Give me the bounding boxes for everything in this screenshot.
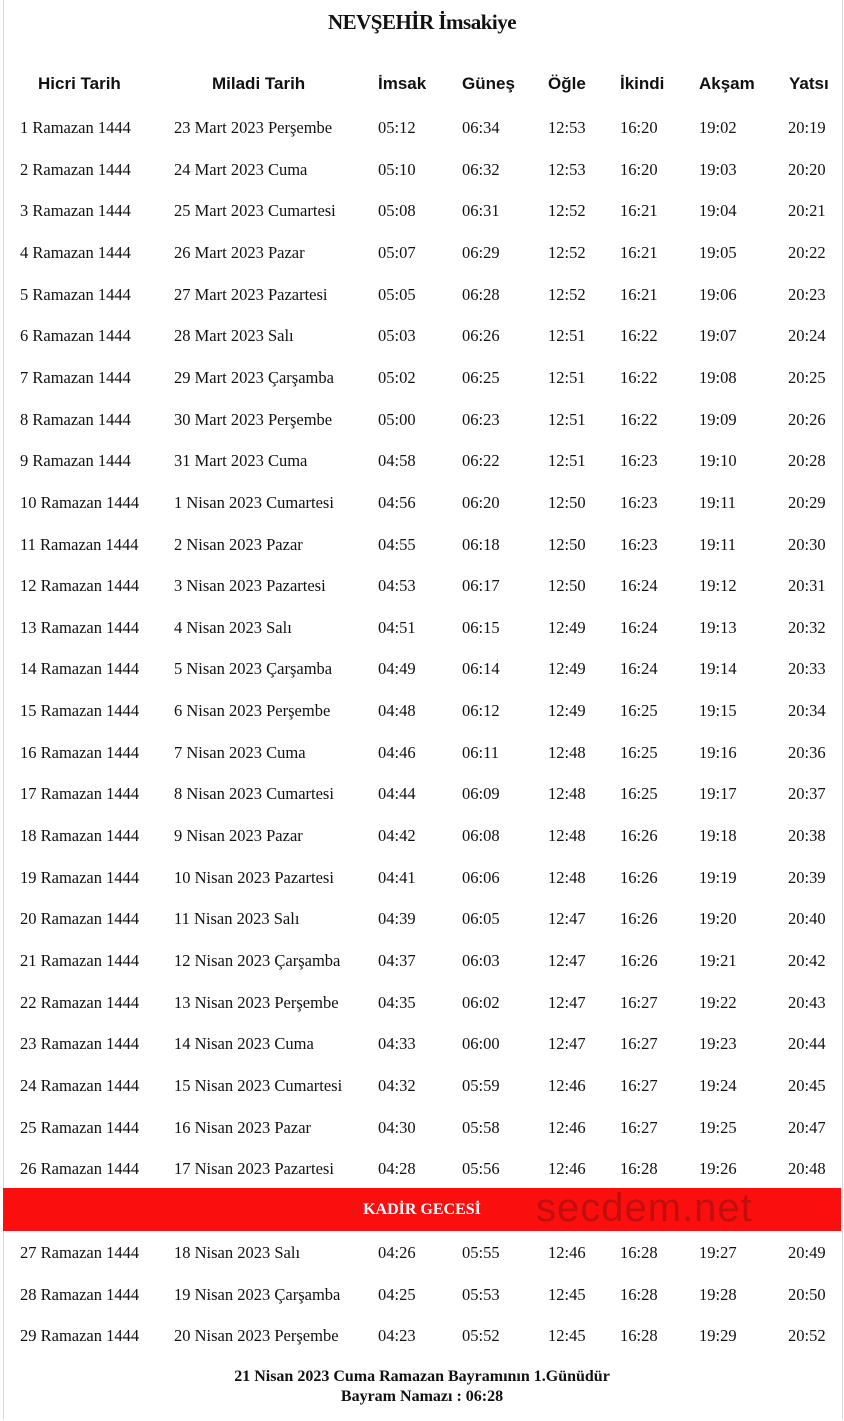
cell-ogle: 12:46	[548, 1075, 586, 1095]
cell-gunes: 06:17	[462, 576, 500, 596]
cell-imsak: 05:08	[378, 201, 416, 221]
cell-miladi: 8 Nisan 2023 Cumartesi	[174, 784, 334, 804]
cell-ogle: 12:53	[548, 118, 586, 137]
cell-ogle: 12:47	[548, 1034, 586, 1054]
cell-ogle: 12:47	[548, 951, 586, 970]
cell-ogle: 12:47	[548, 992, 586, 1012]
cell-ogle: 12:46	[548, 1243, 586, 1262]
cell-gunes: 06:18	[462, 534, 500, 554]
cell-yatsi: 20:25	[788, 367, 826, 387]
cell-miladi: 24 Mart 2023 Cuma	[174, 159, 308, 179]
cell-imsak: 04:35	[378, 992, 416, 1012]
cell-hicri: 6 Ramazan 1444	[20, 326, 131, 346]
cell-aksam: 19:04	[699, 201, 737, 221]
cell-gunes: 06:14	[462, 659, 500, 679]
cell-aksam: 19:19	[699, 867, 737, 887]
table-row	[0, 315, 844, 357]
cell-hicri: 29 Ramazan 1444	[20, 1326, 140, 1346]
cell-miladi: 16 Nisan 2023 Pazar	[174, 1117, 312, 1137]
cell-hicri: 1 Ramazan 1444	[20, 118, 131, 137]
cell-hicri: 25 Ramazan 1444	[20, 1117, 140, 1137]
cell-hicri: 28 Ramazan 1444	[20, 1284, 140, 1304]
cell-imsak: 04:39	[378, 909, 416, 929]
table-row	[0, 1023, 844, 1065]
cell-hicri: 17 Ramazan 1444	[20, 784, 140, 804]
cell-miladi: 17 Nisan 2023 Pazartesi	[174, 1159, 334, 1179]
cell-ogle: 12:51	[548, 326, 586, 346]
cell-gunes: 05:55	[462, 1243, 500, 1262]
cell-gunes: 06:28	[462, 284, 500, 304]
cell-imsak: 05:05	[378, 284, 416, 304]
cell-gunes: 06:34	[462, 118, 500, 137]
cell-aksam: 19:29	[699, 1326, 737, 1346]
cell-gunes: 06:32	[462, 159, 500, 179]
cell-yatsi: 20:31	[788, 576, 826, 596]
cell-miladi: 10 Nisan 2023 Pazartesi	[174, 867, 334, 887]
cell-hicri: 2 Ramazan 1444	[20, 159, 131, 179]
cell-gunes: 06:15	[462, 617, 500, 637]
cell-imsak: 05:07	[378, 242, 416, 262]
table-row	[0, 607, 844, 649]
table-row	[0, 149, 844, 191]
table-row	[0, 1274, 844, 1316]
cell-miladi: 6 Nisan 2023 Perşembe	[174, 701, 331, 721]
cell-hicri: 14 Ramazan 1444	[20, 659, 140, 679]
cell-ikindi: 16:24	[620, 576, 658, 596]
cell-ikindi: 16:20	[620, 159, 658, 179]
cell-imsak: 05:00	[378, 409, 416, 429]
cell-miladi: 5 Nisan 2023 Çarşamba	[174, 659, 333, 679]
header-yatsi: Yatsı	[789, 74, 829, 93]
cell-miladi: 13 Nisan 2023 Perşembe	[174, 992, 339, 1012]
cell-aksam: 19:03	[699, 159, 737, 179]
cell-miladi: 11 Nisan 2023 Salı	[174, 909, 300, 929]
cell-ikindi: 16:28	[620, 1284, 658, 1304]
cell-yatsi: 20:20	[788, 159, 826, 179]
cell-gunes: 06:11	[462, 742, 499, 762]
cell-yatsi: 20:52	[788, 1326, 826, 1346]
cell-hicri: 18 Ramazan 1444	[20, 826, 140, 846]
cell-ikindi: 16:21	[620, 284, 658, 304]
table-row	[0, 690, 844, 732]
cell-hicri: 19 Ramazan 1444	[20, 867, 140, 887]
cell-aksam: 19:24	[699, 1075, 737, 1095]
cell-aksam: 19:14	[699, 659, 737, 679]
cell-aksam: 19:23	[699, 1034, 737, 1054]
cell-imsak: 04:49	[378, 659, 416, 679]
cell-hicri: 8 Ramazan 1444	[20, 409, 131, 429]
cell-aksam: 19:15	[699, 701, 737, 721]
cell-ogle: 12:50	[548, 492, 586, 512]
cell-miladi: 12 Nisan 2023 Çarşamba	[174, 951, 341, 970]
cell-imsak: 04:25	[378, 1284, 416, 1304]
cell-miladi: 29 Mart 2023 Çarşamba	[174, 367, 334, 387]
cell-imsak: 04:44	[378, 784, 416, 804]
header-hicri-tarih: Hicri Tarih	[38, 74, 121, 93]
cell-ogle: 12:51	[548, 451, 586, 471]
cell-gunes: 05:52	[462, 1326, 500, 1346]
table-row	[0, 1315, 844, 1357]
cell-miladi: 28 Mart 2023 Salı	[174, 326, 294, 346]
table-row	[0, 815, 844, 857]
table-row	[0, 1107, 844, 1149]
cell-hicri: 26 Ramazan 1444	[20, 1159, 140, 1179]
table-row	[0, 357, 844, 399]
cell-yatsi: 20:45	[788, 1075, 826, 1095]
cell-yatsi: 20:24	[788, 326, 826, 346]
cell-ogle: 12:50	[548, 534, 586, 554]
cell-aksam: 19:25	[699, 1117, 737, 1137]
cell-hicri: 4 Ramazan 1444	[20, 242, 131, 262]
watermark: secdem.net	[536, 1186, 753, 1230]
cell-gunes: 06:02	[462, 992, 500, 1012]
cell-yatsi: 20:33	[788, 659, 826, 679]
cell-hicri: 16 Ramazan 1444	[20, 742, 140, 762]
cell-ogle: 12:52	[548, 242, 586, 262]
cell-gunes: 06:06	[462, 867, 500, 887]
table-row	[0, 940, 844, 982]
cell-imsak: 04:46	[378, 742, 416, 762]
cell-imsak: 04:32	[378, 1075, 416, 1095]
cell-hicri: 11 Ramazan 1444	[20, 534, 139, 554]
cell-ogle: 12:49	[548, 659, 586, 679]
cell-imsak: 04:26	[378, 1243, 416, 1262]
cell-aksam: 19:06	[699, 284, 737, 304]
cell-imsak: 04:23	[378, 1326, 416, 1346]
cell-ogle: 12:49	[548, 701, 586, 721]
cell-miladi: 7 Nisan 2023 Cuma	[174, 742, 306, 762]
cell-hicri: 24 Ramazan 1444	[20, 1075, 140, 1095]
cell-gunes: 06:12	[462, 701, 500, 721]
cell-gunes: 05:56	[462, 1159, 500, 1179]
cell-aksam: 19:18	[699, 826, 737, 846]
table-row	[0, 524, 844, 566]
cell-aksam: 19:08	[699, 367, 737, 387]
cell-hicri: 15 Ramazan 1444	[20, 701, 140, 721]
cell-imsak: 05:03	[378, 326, 416, 346]
cell-imsak: 04:56	[378, 492, 416, 512]
cell-ikindi: 16:25	[620, 742, 658, 762]
cell-miladi: 25 Mart 2023 Cumartesi	[174, 201, 336, 221]
cell-ikindi: 16:24	[620, 659, 658, 679]
cell-aksam: 19:10	[699, 451, 737, 471]
cell-ikindi: 16:27	[620, 1034, 658, 1054]
cell-aksam: 19:11	[699, 492, 736, 512]
cell-hicri: 27 Ramazan 1444	[20, 1243, 140, 1262]
cell-ogle: 12:48	[548, 826, 586, 846]
footer-bayram-note: 21 Nisan 2023 Cuma Ramazan Bayramının 1.Günüdür	[234, 1368, 610, 1385]
cell-yatsi: 20:29	[788, 492, 826, 512]
table-row	[0, 898, 844, 940]
cell-hicri: 5 Ramazan 1444	[20, 284, 131, 304]
cell-imsak: 04:48	[378, 701, 416, 721]
cell-aksam: 19:11	[699, 534, 736, 554]
cell-gunes: 06:03	[462, 951, 500, 970]
cell-ogle: 12:47	[548, 909, 586, 929]
header-imsak: İmsak	[378, 74, 427, 93]
cell-ogle: 12:46	[548, 1159, 586, 1179]
cell-miladi: 15 Nisan 2023 Cumartesi	[174, 1075, 343, 1095]
cell-imsak: 04:33	[378, 1034, 416, 1054]
cell-yatsi: 20:50	[788, 1284, 826, 1304]
cell-gunes: 06:25	[462, 367, 500, 387]
cell-ikindi: 16:25	[620, 784, 658, 804]
cell-ogle: 12:49	[548, 617, 586, 637]
cell-miladi: 30 Mart 2023 Perşembe	[174, 409, 333, 429]
cell-ikindi: 16:25	[620, 701, 658, 721]
cell-ikindi: 16:28	[620, 1326, 658, 1346]
cell-hicri: 22 Ramazan 1444	[20, 992, 140, 1012]
cell-yatsi: 20:42	[788, 951, 826, 970]
cell-aksam: 19:09	[699, 409, 737, 429]
cell-aksam: 19:20	[699, 909, 737, 929]
cell-aksam: 19:17	[699, 784, 737, 804]
cell-gunes: 06:23	[462, 409, 500, 429]
cell-hicri: 9 Ramazan 1444	[20, 451, 131, 471]
cell-yatsi: 20:48	[788, 1159, 826, 1179]
cell-yatsi: 20:21	[788, 201, 826, 221]
table-row	[0, 232, 844, 274]
header-gunes: Güneş	[462, 74, 515, 93]
cell-aksam: 19:22	[699, 992, 737, 1012]
cell-imsak: 05:10	[378, 159, 416, 179]
cell-yatsi: 20:26	[788, 409, 826, 429]
cell-yatsi: 20:23	[788, 284, 826, 304]
cell-ogle: 12:51	[548, 367, 586, 387]
cell-yatsi: 20:36	[788, 742, 826, 762]
cell-ikindi: 16:26	[620, 951, 658, 970]
cell-ogle: 12:48	[548, 742, 586, 762]
header-miladi-tarih: Miladi Tarih	[212, 74, 306, 93]
cell-ogle: 12:50	[548, 576, 586, 596]
cell-hicri: 23 Ramazan 1444	[20, 1034, 140, 1054]
cell-ikindi: 16:22	[620, 367, 658, 387]
table-row	[0, 857, 844, 899]
cell-miladi: 4 Nisan 2023 Salı	[174, 617, 292, 637]
cell-yatsi: 20:44	[788, 1034, 826, 1054]
cell-miladi: 2 Nisan 2023 Pazar	[174, 534, 303, 554]
cell-ikindi: 16:27	[620, 992, 658, 1012]
cell-yatsi: 20:47	[788, 1117, 826, 1137]
header-ikindi: İkindi	[620, 74, 665, 93]
cell-ikindi: 16:27	[620, 1075, 658, 1095]
cell-ikindi: 16:22	[620, 326, 658, 346]
cell-aksam: 19:05	[699, 242, 737, 262]
table-row	[0, 274, 844, 316]
cell-hicri: 3 Ramazan 1444	[20, 201, 131, 221]
cell-ikindi: 16:22	[620, 409, 658, 429]
cell-gunes: 06:09	[462, 784, 500, 804]
cell-imsak: 04:42	[378, 826, 416, 846]
cell-imsak: 04:41	[378, 867, 416, 887]
table-row	[0, 190, 844, 232]
table-row	[0, 1065, 844, 1107]
cell-gunes: 06:00	[462, 1034, 500, 1054]
cell-yatsi: 20:34	[788, 701, 826, 721]
page-title: NEVŞEHİR İmsakiye	[327, 10, 517, 34]
cell-miladi: 9 Nisan 2023 Pazar	[174, 826, 303, 846]
cell-ikindi: 16:23	[620, 534, 658, 554]
cell-ikindi: 16:26	[620, 826, 658, 846]
cell-ikindi: 16:28	[620, 1159, 658, 1179]
header-aksam: Akşam	[699, 74, 755, 93]
cell-imsak: 04:51	[378, 617, 416, 637]
header-ogle: Öğle	[548, 74, 586, 93]
cell-yatsi: 20:22	[788, 242, 826, 262]
cell-ikindi: 16:21	[620, 242, 658, 262]
cell-ikindi: 16:24	[620, 617, 658, 637]
cell-miladi: 20 Nisan 2023 Perşembe	[174, 1326, 339, 1346]
cell-gunes: 05:53	[462, 1284, 500, 1304]
cell-aksam: 19:21	[699, 951, 737, 970]
table-row	[0, 107, 844, 149]
cell-ikindi: 16:27	[620, 1117, 658, 1137]
cell-ikindi: 16:21	[620, 201, 658, 221]
cell-ogle: 12:46	[548, 1117, 586, 1137]
cell-gunes: 05:58	[462, 1117, 500, 1137]
cell-yatsi: 20:40	[788, 909, 826, 929]
cell-aksam: 19:12	[699, 576, 737, 596]
cell-imsak: 04:37	[378, 951, 416, 970]
cell-gunes: 06:31	[462, 201, 500, 221]
cell-imsak: 05:02	[378, 367, 416, 387]
cell-yatsi: 20:49	[788, 1243, 826, 1262]
cell-miladi: 19 Nisan 2023 Çarşamba	[174, 1284, 341, 1304]
cell-aksam: 19:16	[699, 742, 737, 762]
cell-ogle: 12:48	[548, 784, 586, 804]
cell-imsak: 04:30	[378, 1117, 416, 1137]
cell-ikindi: 16:26	[620, 909, 658, 929]
cell-aksam: 19:13	[699, 617, 737, 637]
cell-miladi: 3 Nisan 2023 Pazartesi	[174, 576, 326, 596]
cell-ogle: 12:48	[548, 867, 586, 887]
cell-yatsi: 20:39	[788, 867, 826, 887]
cell-gunes: 05:59	[462, 1075, 500, 1095]
cell-imsak: 04:53	[378, 576, 416, 596]
cell-ikindi: 16:23	[620, 492, 658, 512]
cell-ogle: 12:45	[548, 1326, 586, 1346]
cell-hicri: 20 Ramazan 1444	[20, 909, 140, 929]
cell-yatsi: 20:43	[788, 992, 826, 1012]
cell-gunes: 06:22	[462, 451, 500, 471]
cell-aksam: 19:26	[699, 1159, 737, 1179]
table-row	[0, 482, 844, 524]
cell-gunes: 06:20	[462, 492, 500, 512]
cell-miladi: 18 Nisan 2023 Salı	[174, 1243, 301, 1262]
cell-gunes: 06:26	[462, 326, 500, 346]
cell-imsak: 04:28	[378, 1159, 416, 1179]
cell-aksam: 19:02	[699, 118, 737, 137]
cell-hicri: 21 Ramazan 1444	[20, 951, 140, 970]
cell-yatsi: 20:32	[788, 617, 826, 637]
cell-gunes: 06:29	[462, 242, 500, 262]
table-row	[0, 399, 844, 441]
cell-hicri: 10 Ramazan 1444	[20, 492, 140, 512]
cell-hicri: 12 Ramazan 1444	[20, 576, 140, 596]
cell-miladi: 14 Nisan 2023 Cuma	[174, 1034, 314, 1054]
cell-yatsi: 20:38	[788, 826, 826, 846]
cell-aksam: 19:28	[699, 1284, 737, 1304]
cell-miladi: 23 Mart 2023 Perşembe	[174, 118, 333, 137]
cell-imsak: 05:12	[378, 118, 416, 137]
table-row	[0, 565, 844, 607]
cell-yatsi: 20:30	[788, 534, 826, 554]
cell-ogle: 12:52	[548, 201, 586, 221]
cell-miladi: 26 Mart 2023 Pazar	[174, 242, 305, 262]
cell-hicri: 13 Ramazan 1444	[20, 617, 140, 637]
cell-gunes: 06:08	[462, 826, 500, 846]
cell-miladi: 1 Nisan 2023 Cumartesi	[174, 492, 334, 512]
cell-hicri: 7 Ramazan 1444	[20, 367, 131, 387]
cell-yatsi: 20:19	[788, 118, 826, 137]
cell-ogle: 12:53	[548, 159, 586, 179]
table-row	[0, 982, 844, 1024]
cell-yatsi: 20:28	[788, 451, 826, 471]
table-row	[0, 732, 844, 774]
table-row	[0, 440, 844, 482]
footer-bayram-namazi: Bayram Namazı : 06:28	[340, 1388, 504, 1405]
cell-imsak: 04:55	[378, 534, 416, 554]
cell-ogle: 12:45	[548, 1284, 586, 1304]
cell-ogle: 12:52	[548, 284, 586, 304]
cell-miladi: 31 Mart 2023 Cuma	[174, 451, 308, 471]
cell-ikindi: 16:20	[620, 118, 658, 137]
table-row	[0, 1232, 844, 1274]
cell-miladi: 27 Mart 2023 Pazartesi	[174, 284, 328, 304]
cell-imsak: 04:58	[378, 451, 416, 471]
cell-ikindi: 16:26	[620, 867, 658, 887]
table-row	[0, 773, 844, 815]
cell-ikindi: 16:23	[620, 451, 658, 471]
cell-aksam: 19:27	[699, 1243, 737, 1262]
table-row	[0, 648, 844, 690]
cell-ikindi: 16:28	[620, 1243, 658, 1262]
cell-ogle: 12:51	[548, 409, 586, 429]
cell-aksam: 19:07	[699, 326, 737, 346]
cell-yatsi: 20:37	[788, 784, 826, 804]
cell-gunes: 06:05	[462, 909, 500, 929]
kadir-gecesi-label: KADİR GECESİ	[363, 1201, 481, 1218]
